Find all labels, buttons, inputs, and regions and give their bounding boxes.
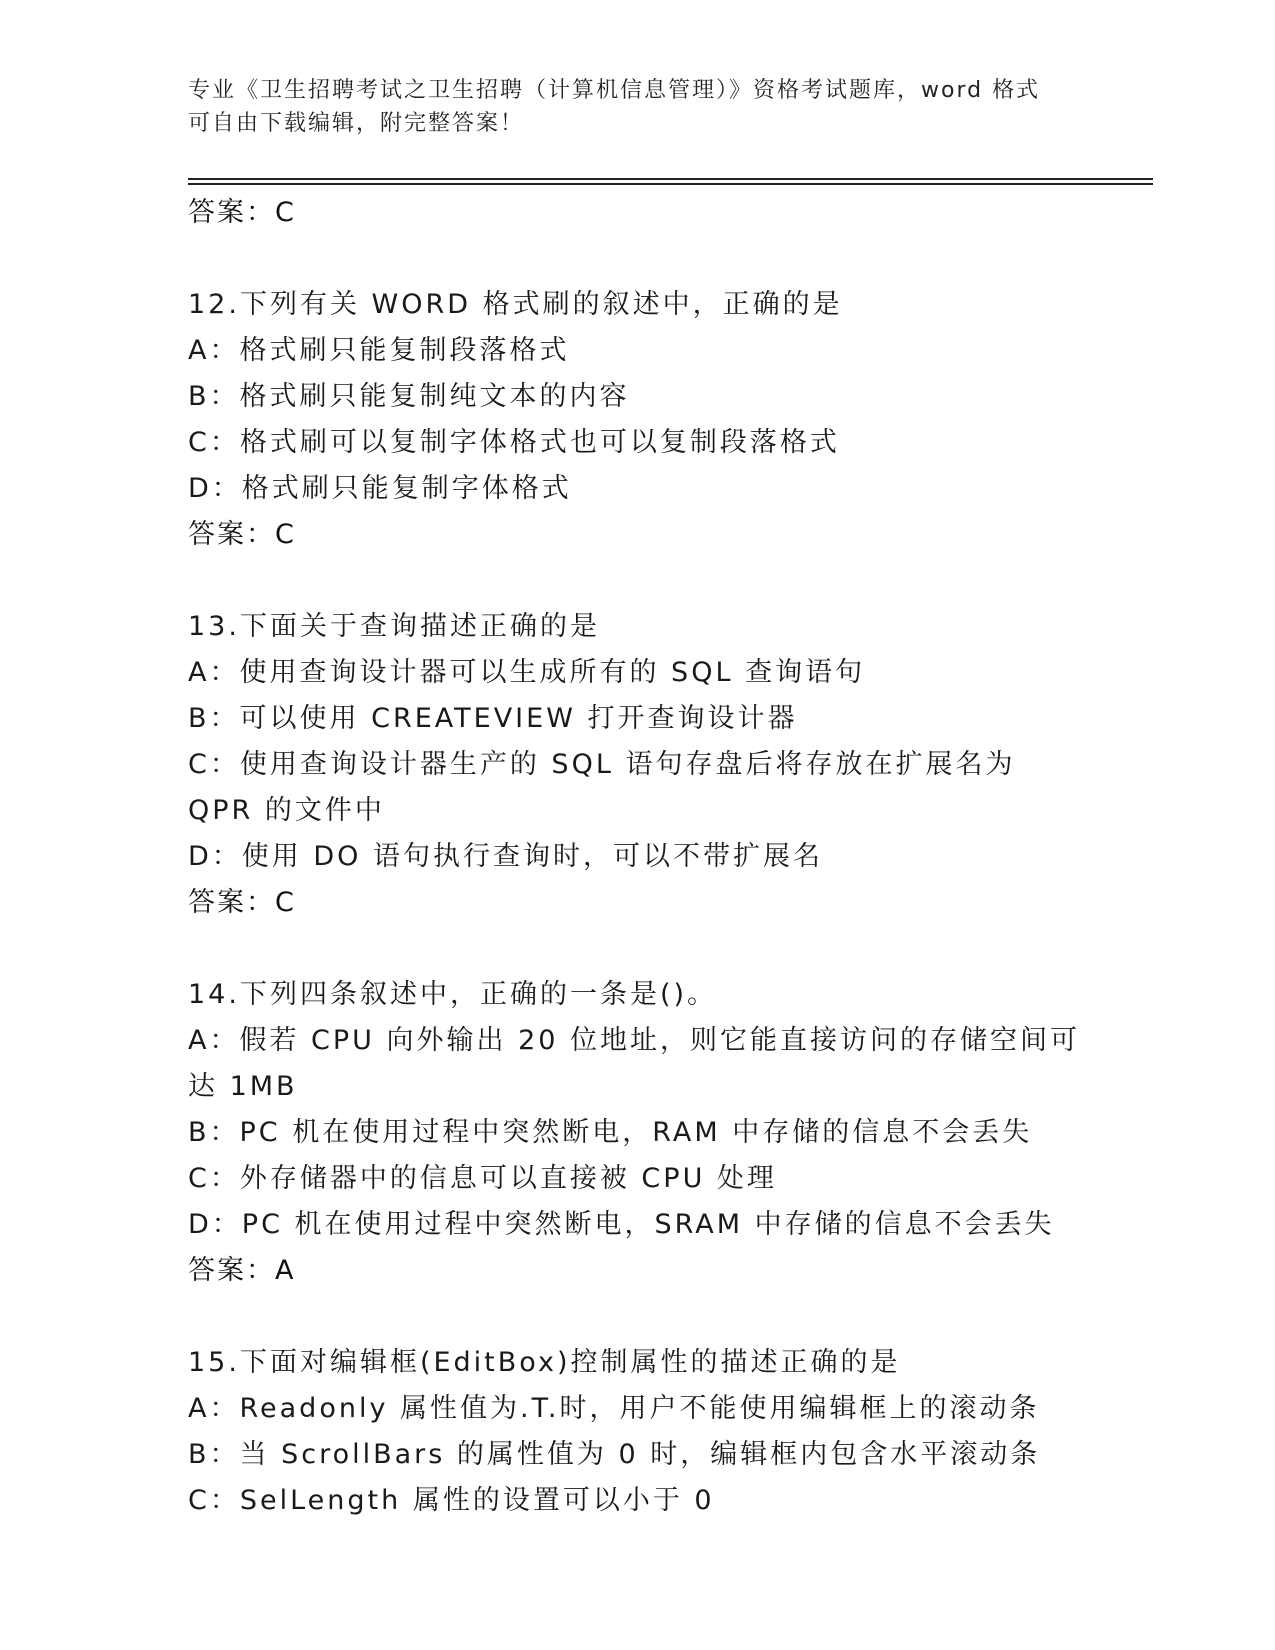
header-line-2: 可自由下载编辑，附完整答案！ (188, 111, 525, 136)
spacer (188, 558, 1088, 604)
spacer (188, 926, 1088, 972)
option-a: A：使用查询设计器可以生成所有的 SQL 查询语句 (188, 657, 866, 688)
option-b: B：PC 机在使用过程中突然断电，RAM 中存储的信息不会丢失 (188, 1117, 1033, 1148)
question-13 (188, 604, 1088, 926)
question-12 (188, 282, 1088, 558)
question-list (188, 190, 1088, 1524)
option-b: B：当 ScrollBars 的属性值为 0 时，编辑框内包含水平滚动条 (188, 1439, 1041, 1470)
header-divider-bottom (188, 183, 1153, 185)
option-b: B：可以使用 CREATEVIEW 打开查询设计器 (188, 703, 798, 734)
option-d: D：格式刷只能复制字体格式 (188, 473, 572, 504)
question-stem: 15.下面对编辑框(EditBox)控制属性的描述正确的是 (188, 1347, 901, 1378)
option-d: D：PC 机在使用过程中突然断电，SRAM 中存储的信息不会丢失 (188, 1209, 1055, 1240)
answer-line: 答案：C (188, 519, 296, 550)
header-divider-top (188, 178, 1153, 180)
question-stem: 14.下列四条叙述中，正确的一条是()。 (188, 979, 718, 1010)
spacer (188, 236, 1088, 282)
option-a: A：假若 CPU 向外输出 20 位地址，则它能直接访问的存储空间可达 1MB (188, 1025, 1081, 1102)
option-a: A：格式刷只能复制段落格式 (188, 335, 570, 366)
option-d: D：使用 DO 语句执行查询时，可以不带扩展名 (188, 841, 823, 872)
option-c: C：使用查询设计器生产的 SQL 语句存盘后将存放在扩展名为 QPR 的文件中 (188, 749, 1016, 826)
question-15 (188, 1340, 1088, 1524)
question-14 (188, 972, 1088, 1294)
spacer (188, 1294, 1088, 1340)
document-header (188, 74, 1088, 140)
option-c: C：SelLength 属性的设置可以小于 0 (188, 1485, 715, 1516)
option-c: C：格式刷可以复制字体格式也可以复制段落格式 (188, 427, 840, 458)
question-stem: 13.下面关于查询描述正确的是 (188, 611, 600, 642)
option-c: C：外存储器中的信息可以直接被 CPU 处理 (188, 1163, 777, 1194)
question-stem: 12.下列有关 WORD 格式刷的叙述中，正确的是 (188, 289, 843, 320)
answer-line: 答案：C (188, 197, 296, 228)
option-b: B：格式刷只能复制纯文本的内容 (188, 381, 630, 412)
option-a: A：Readonly 属性值为.T.时，用户不能使用编辑框上的滚动条 (188, 1393, 1040, 1424)
answer-line: 答案：C (188, 887, 296, 918)
answer-line: 答案：A (188, 1255, 296, 1286)
header-line-1: 专业《卫生招聘考试之卫生招聘（计算机信息管理）》资格考试题库，word 格式 (188, 78, 1041, 103)
